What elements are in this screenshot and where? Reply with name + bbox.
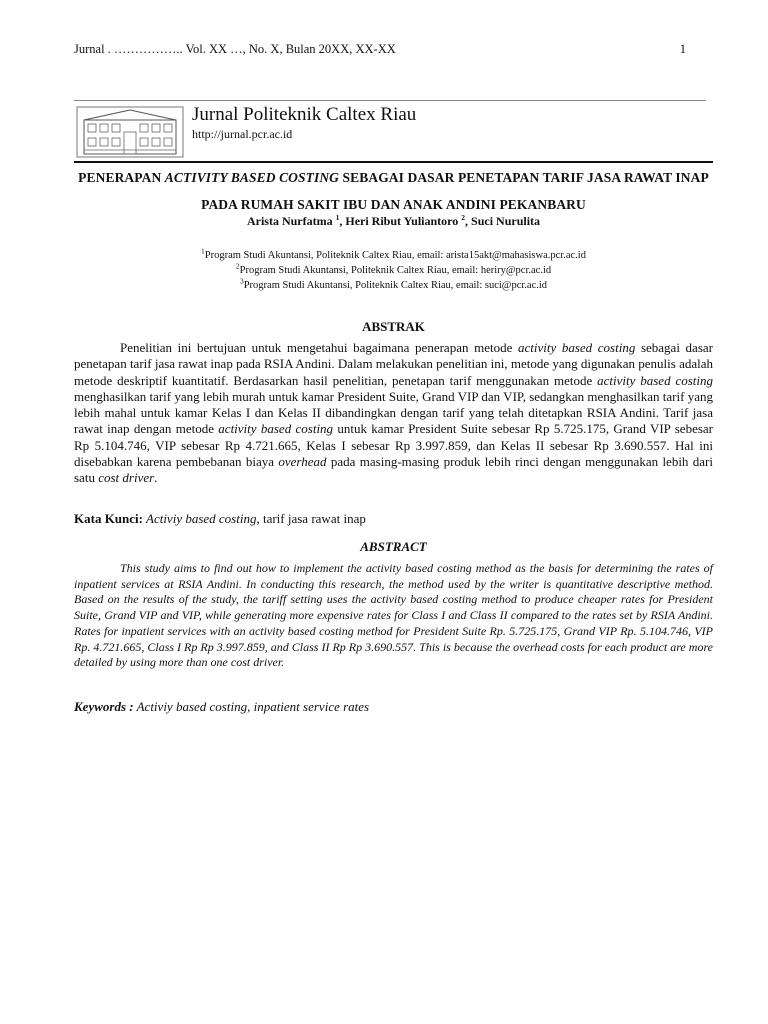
abstrak-term: activity based costing: [218, 421, 334, 437]
affiliation-line: [74, 248, 713, 263]
abstract-heading: ABSTRACT: [360, 539, 427, 554]
affil-mark: 3: [239, 276, 244, 286]
author-name: Arista Nurfatma: [246, 214, 336, 228]
journal-name: Jurnal Politeknik Caltex Riau: [192, 104, 417, 125]
kata-kunci-rest: , tarif jasa rawat inap: [256, 511, 366, 526]
affiliations: [74, 248, 713, 293]
author-affil-mark: 1: [335, 213, 340, 222]
affiliation-line: [74, 263, 713, 278]
affil-mark: 2: [235, 261, 240, 271]
running-head-citation: Jurnal . …………….. Vol. XX …, No. X, Bulan 20XX, XX-XX: [74, 42, 396, 56]
abstrak-term: overhead: [278, 454, 327, 470]
running-head: [74, 42, 686, 57]
author-affil-mark: 2: [461, 213, 466, 222]
keywords-label: Keywords :: [74, 699, 134, 714]
abstrak-text: Penelitian ini bertujuan untuk mengetahui bagaimana penerapan metode: [120, 340, 518, 355]
abstract-paragraph: This study aims to find out how to implement the activity based costing method as the basis for determining the rates of inpatient services at RSIA Andini. In conducting this research, the method used by the writer is quantitative descriptive method. Based on the results of the study, the tariff setting uses the activity based costing method to produce cheaper rates for President Suite, Grand VIP and VIP, while generating more expensive rates for Class I and Class II compared to the rates set by RSIA Andini. Rates for inpatient services with an activity based costing method for President Suite Rp. 5.725.175, Grand VIP Rp. 5.104.746, VIP Rp. 4.721.665, Class I Rp Rp 3.997.859, and Class II Rp Rp 3.690.557. This is because the overhead costs for each product are more detailed by using more than one cost driver.: [74, 561, 713, 670]
affil-text: Program Studi Akuntansi, Politeknik Caltex Riau, email: arista15akt@mahasiswa.pcr.ac.id: [204, 250, 586, 261]
abstrak-text: untuk kamar President Suite sebesar Rp 5.725.175, Grand VIP sebesar Rp 5.104.746, VIP sebesar Rp 4.721.665, Kelas I sebesar Rp 3.997.859, dan Kelas II sebesar Rp 3.690.557. Hal ini disebabkan karena pembebanan biaya: [74, 421, 713, 470]
abstrak-paragraph: [74, 340, 713, 487]
abstrak-text: sebagai dasar penetapan tarif jasa rawat inap pada RSIA Andini. Dalam melakukan penelitian ini, metode yang digunakan penulis adalah metode deskriptif kuantitatif. Berdasarkan hasil penelitian, penetapan tarif menggunakan metode: [74, 340, 713, 388]
abstrak-text: pada masing-masing produk lebih rinci dengan menggunakan lebih dari satu: [74, 454, 713, 486]
author-separator: ,: [465, 214, 472, 228]
affil-mark: 1: [201, 246, 205, 256]
keywords: [74, 699, 713, 715]
author-name: Heri Ribut Yuliantoro: [345, 214, 462, 228]
abstrak-term: cost driver: [98, 470, 155, 486]
author-list: [74, 214, 713, 229]
paper-title: [74, 164, 713, 218]
header-rule-thin: [74, 100, 706, 101]
header-rule-thick: [74, 161, 713, 163]
abstrak-term: activity based costing: [597, 372, 714, 388]
title-part-2: ACTIVITY BASED COSTING: [164, 170, 340, 185]
kata-kunci-label: Kata Kunci:: [74, 511, 143, 526]
journal-url[interactable]: http://jurnal.pcr.ac.id: [192, 127, 293, 141]
affil-text: Program Studi Akuntansi, Politeknik Caltex Riau, email: suci@pcr.ac.id: [243, 280, 548, 291]
abstrak-heading: ABSTRAK: [362, 319, 425, 334]
journal-header: [74, 100, 706, 162]
abstrak-text: menghasilkan tarif yang lebih murah untuk kamar President Suite, Grand VIP dan VIP, sedangkan menghasilkan tarif yang lebih mahal untuk kamar Kelas I dan Kelas II dibandingkan dengan tarif yang telah ditetapkan RSIA Andini. Tarif jasa rawat inap dengan metode: [74, 388, 713, 437]
kata-kunci-italic: Activiy based costing: [142, 511, 257, 526]
campus-building-logo: [76, 106, 184, 158]
author-separator: ,: [339, 214, 346, 228]
author-name: Suci Nurulita: [471, 214, 541, 228]
abstrak-term: activity based costing: [517, 340, 636, 355]
affiliation-line: [74, 278, 713, 293]
affil-text: Program Studi Akuntansi, Politeknik Caltex Riau, email: heriry@pcr.ac.id: [239, 265, 552, 276]
page-number: 1: [679, 42, 686, 56]
title-part-1: PENERAPAN: [78, 170, 165, 185]
abstrak-text: .: [154, 470, 158, 486]
keywords-text: Activiy based costing, inpatient service rates: [133, 699, 370, 714]
kata-kunci: [74, 511, 713, 527]
title-part-3: SEBAGAI DASAR PENETAPAN TARIF JASA RAWAT INAP PADA RUMAH SAKIT IBU DAN ANAK ANDINI PEKANBARU: [201, 170, 709, 212]
